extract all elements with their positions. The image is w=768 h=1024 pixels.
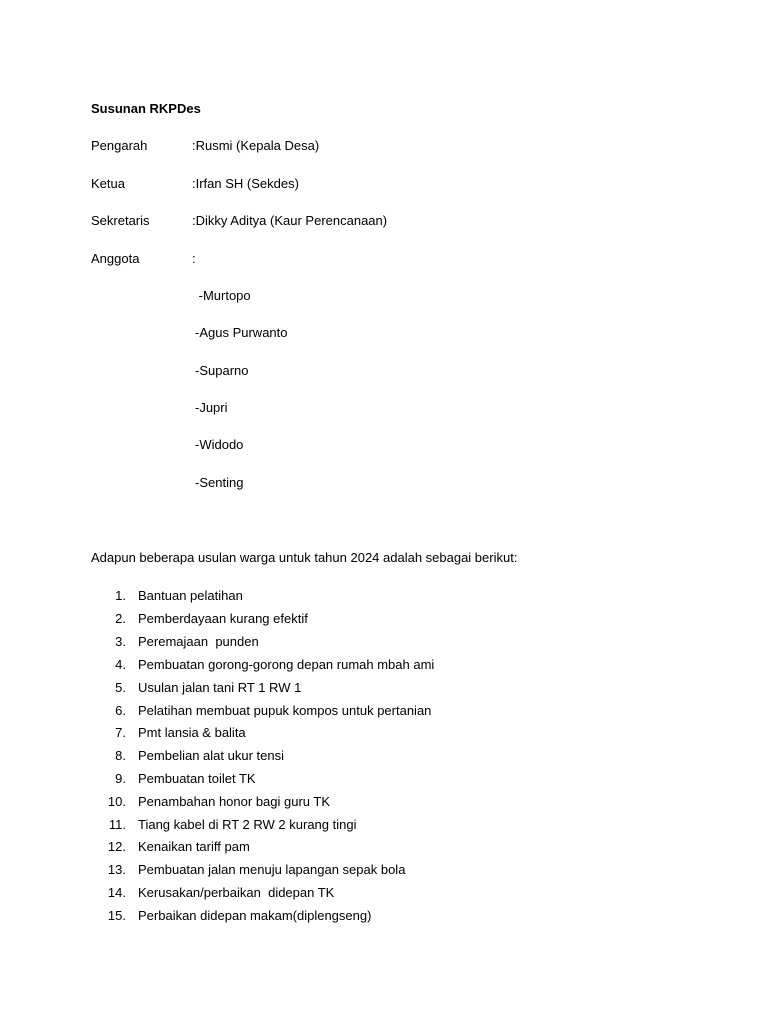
list-item: Pmt lansia & balita: [138, 725, 246, 740]
list-number: 13.: [107, 862, 126, 877]
role-label: Anggota: [91, 251, 140, 266]
list-number: 5.: [115, 680, 126, 695]
list-item: Bantuan pelatihan: [138, 588, 243, 603]
role-value: :Dikky Aditya (Kaur Perencanaan): [192, 213, 388, 228]
role-label: Sekretaris: [91, 213, 150, 228]
member-item: -Murtopo: [195, 288, 251, 303]
list-item: Pelatihan membuat pupuk kompos untuk pertanian: [138, 703, 432, 718]
list-number: 8.: [115, 748, 126, 763]
list-item: Perbaikan didepan makam(diplengseng): [138, 908, 372, 923]
member-item: -Jupri: [195, 400, 228, 415]
proposals-intro: Adapun beberapa usulan warga untuk tahun 2024 adalah sebagai berikut:: [91, 550, 518, 565]
list-item: Pemberdayaan kurang efektif: [138, 611, 308, 626]
member-item: -Widodo: [195, 437, 244, 452]
member-item: -Suparno: [195, 363, 249, 378]
list-number: 14.: [107, 885, 126, 900]
list-number: 2.: [115, 611, 126, 626]
list-item: Peremajaan punden: [138, 634, 259, 649]
list-number: 10.: [107, 794, 126, 809]
role-label: Pengarah: [91, 138, 148, 153]
member-item: -Agus Purwanto: [195, 325, 288, 340]
list-number: 11.: [108, 817, 126, 832]
list-number: 12.: [107, 839, 126, 854]
list-number: 4.: [115, 657, 126, 672]
list-item: Kerusakan/perbaikan didepan TK: [138, 885, 335, 900]
member-item: -Senting: [195, 475, 244, 490]
role-value: :Irfan SH (Sekdes): [192, 176, 299, 191]
list-item: Usulan jalan tani RT 1 RW 1: [138, 680, 302, 695]
list-item: Pembelian alat ukur tensi: [138, 748, 284, 763]
list-number: 1.: [115, 588, 126, 603]
role-value: :Rusmi (Kepala Desa): [192, 138, 320, 153]
list-item: Pembuatan toilet TK: [138, 771, 256, 786]
role-value: :: [192, 251, 196, 266]
list-item: Kenaikan tariff pam: [138, 839, 250, 854]
role-label: Ketua: [91, 176, 125, 191]
list-number: 3.: [115, 634, 126, 649]
list-item: Pembuatan jalan menuju lapangan sepak bola: [138, 862, 406, 877]
list-number: 7.: [115, 725, 126, 740]
list-number: 9.: [115, 771, 126, 786]
list-number: 6.: [115, 703, 126, 718]
list-number: 15.: [107, 908, 126, 923]
list-item: Tiang kabel di RT 2 RW 2 kurang tingi: [138, 817, 357, 832]
document-title: Susunan RKPDes: [91, 101, 201, 116]
list-item: Pembuatan gorong-gorong depan rumah mbah ami: [138, 657, 435, 672]
list-item: Penambahan honor bagi guru TK: [138, 794, 331, 809]
